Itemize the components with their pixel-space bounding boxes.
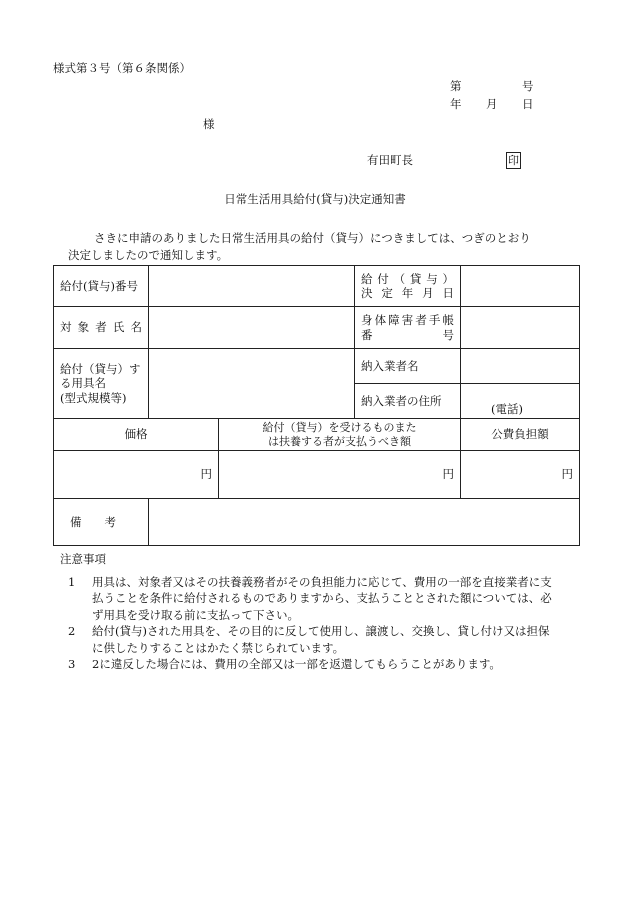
equipment-name-label: 給付（貸与）す る用具名 (型式規模等) — [54, 349, 149, 419]
handbook-number-label: 身体障害者手帳 番号 — [355, 307, 461, 349]
issuer-name: 有田町長 — [367, 153, 413, 167]
body-line-1: さきに申請のありました日常生活用具の給付（貸与）につきましては、つぎのとおり — [94, 231, 531, 245]
decision-table — [53, 265, 580, 546]
notes-heading: 注意事項 — [60, 552, 106, 566]
date-year: 年 — [450, 97, 462, 111]
equipment-name-value — [149, 349, 355, 419]
supplier-name-value — [461, 349, 580, 384]
public-share-header: 公費負担額 — [461, 419, 580, 451]
note-item-2: 2 給付(貸与)された用具を、その目的に反して使用し、譲渡し、交換し、貸し付け又は担保に供したりすることはかたく禁じられています。 — [68, 624, 550, 655]
remarks-value — [149, 499, 580, 546]
body-line-2: 決定しましたので通知します。 — [68, 248, 229, 262]
supplier-phone: (電話) — [461, 384, 580, 419]
seal-icon: 印 — [508, 154, 519, 167]
decision-date-value — [461, 266, 580, 307]
addressee-suffix: 様 — [203, 117, 215, 131]
price-header: 価格 — [54, 419, 219, 451]
recipient-name-value — [149, 307, 355, 349]
notes-section — [60, 551, 558, 673]
date-month: 月 — [486, 97, 498, 111]
public-share-value: 円 — [461, 451, 580, 499]
handbook-number-value — [461, 307, 580, 349]
benefit-number-label: 給付(貸与)番号 — [54, 266, 149, 307]
document-title: 日常生活用具給付(貸与)決定通知書 — [224, 192, 406, 206]
seal-mark — [506, 152, 521, 169]
form-number: 様式第３号（第６条関係） — [53, 61, 191, 75]
ref-go: 号 — [522, 79, 534, 93]
ref-dai: 第 — [450, 79, 462, 93]
price-value: 円 — [54, 451, 219, 499]
supplier-address-label: 納入業者の住所 — [355, 384, 461, 419]
self-pay-header: 給付（貸与）を受けるものまた は扶養する者が支払うべき額 — [219, 419, 461, 451]
recipient-name-label: 対象者氏名 — [54, 307, 149, 349]
note-item-3: 3 2に違反した場合には、費用の全部又は一部を返還してもらうことがあります。 — [68, 657, 501, 671]
date-day: 日 — [522, 97, 534, 111]
benefit-number-value — [149, 266, 355, 307]
self-pay-value: 円 — [219, 451, 461, 499]
remarks-label: 備 考 — [54, 499, 149, 546]
decision-date-label: 給付（貸与） 決定年月日 — [355, 266, 461, 307]
note-item-1: 1 用具は、対象者又はその扶養義務者がその負担能力に応じて、費用の一部を直接業者に支払うことを条件に給付されるものでありますから、支払うこととされた額については、必ず用具を受け取る前に支払って下さい。 — [68, 574, 552, 622]
supplier-name-label: 納入業者名 — [355, 349, 461, 384]
